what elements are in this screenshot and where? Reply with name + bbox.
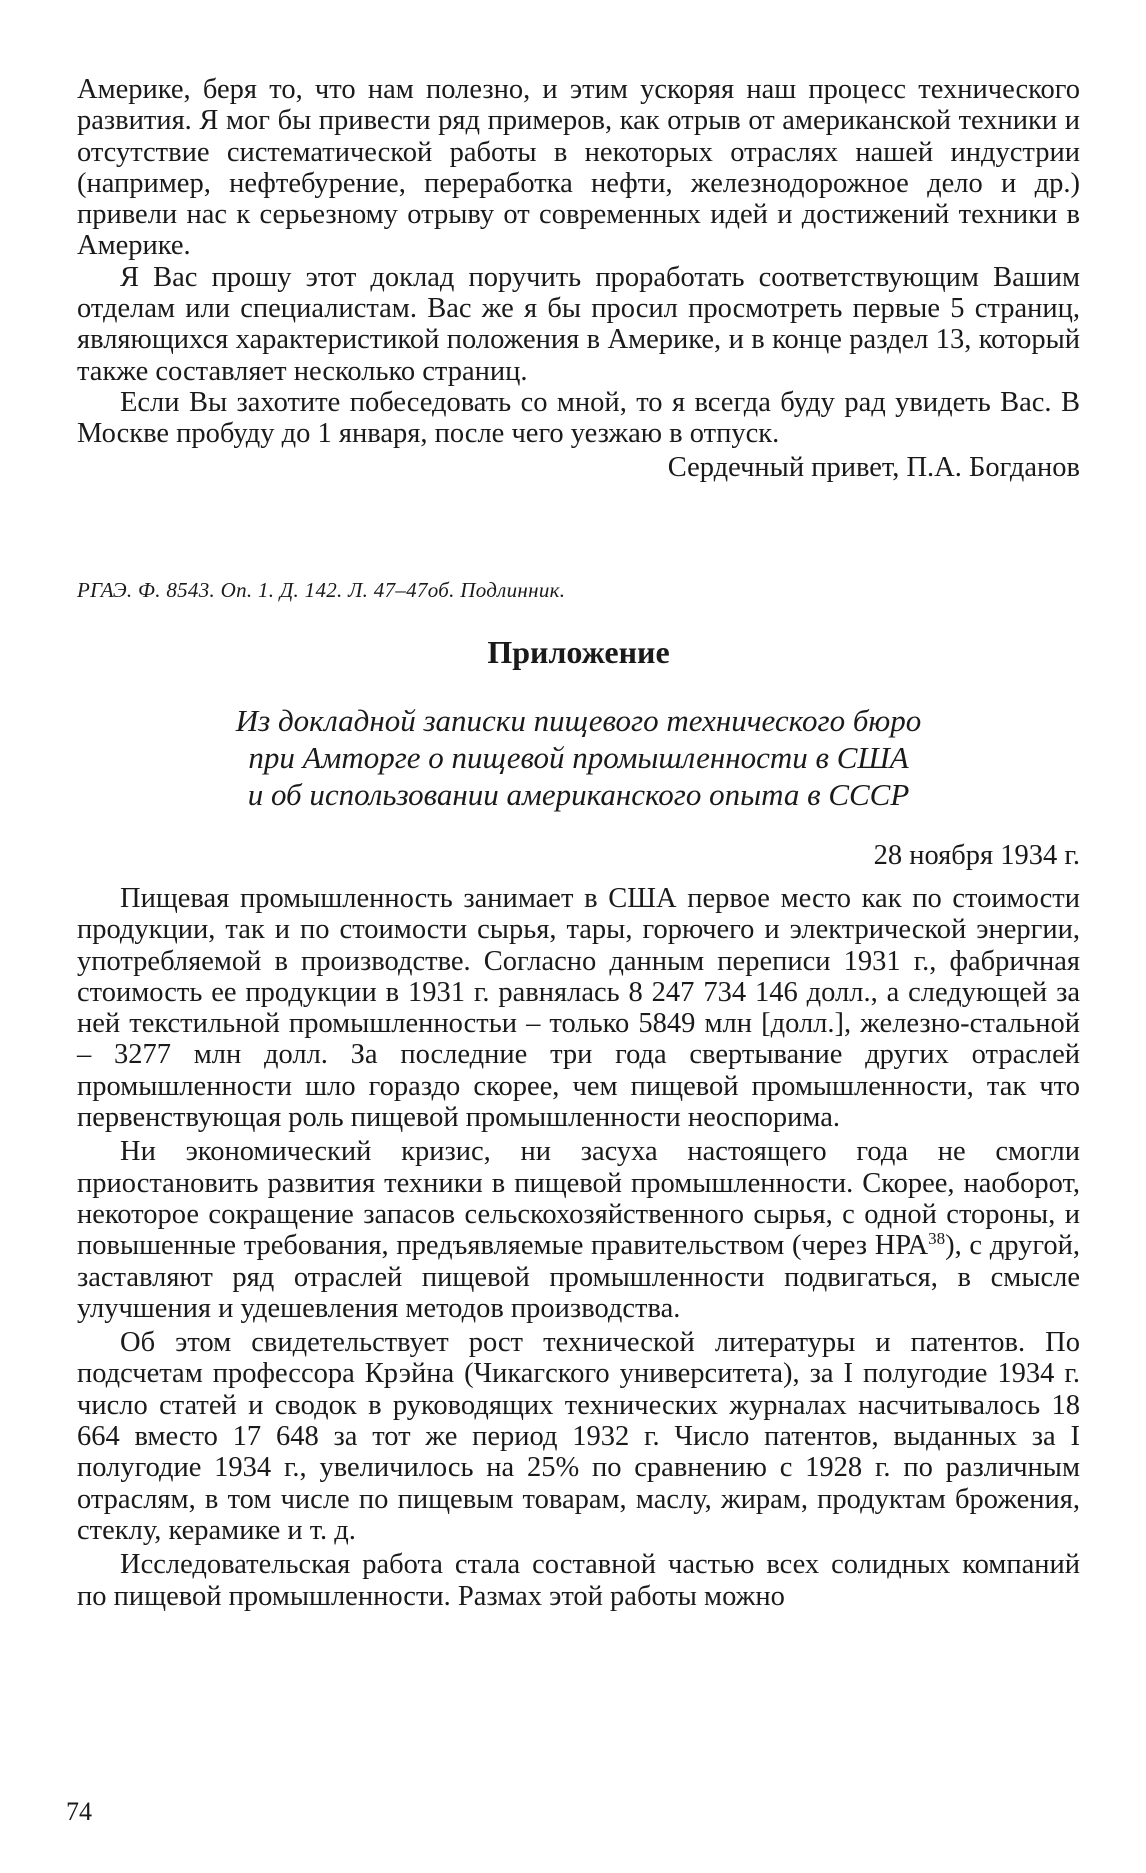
appendix-subtitle xyxy=(77,702,1080,813)
body-paragraph: Об этом свидетельствует рост технической литературы и патентов. По подсчетам профессора Крэйна (Чикагского университета), за I полугодие 1934 г. число статей и сводок в руководящих технических журналах насчитывалось 18 664 вместо 17 648 за тот же период 1932 г. Число патентов, выданных за I полугодие 1934 г., увеличилось на 25% по сравнению с 1928 г. по различным отраслям, в том числе по пищевым товарам, маслу, жирам, продуктам брожения, стеклу, керамике и т. д. xyxy=(77,1327,1080,1546)
appendix-body xyxy=(77,880,1080,1612)
letter-paragraph: Америке, беря то, что нам полезно, и этим ускоряя наш процесс технического развития. Я мог бы привести ряд примеров, как отрыв от американской техники и отсутствие систематической работы в некоторых отраслях нашей индустрии (например, нефтебурение, переработка нефти, железнодорожное дело и др.) привели нас к серьезному отрыву от современных идей и достижений техники в Америке. xyxy=(77,74,1080,262)
page-number: 74 xyxy=(66,1797,92,1826)
body-paragraph: Пищевая промышленность занимает в США первое место как по стоимости продукции, так и по стоимости сырья, тары, горючего и электрической энергии, употребляемой в производстве. Согласно данным переписи 1931 г., фабричная стоимость ее продукции в 1931 г. равнялась 8 247 734 146 долл., а следующей за ней текстильной промышленностьи – только 5849 млн [долл.], железно-стальной – 3277 млн долл. За последние три года свертывание других отраслей промышленности шло гораздо скорее, чем пищевой промышленности, так что первенствующая роль пищевой промышленности неоспорима. xyxy=(77,883,1080,1134)
subtitle-line: и об использовании американского опыта в СССР xyxy=(247,777,910,812)
subtitle-line: Из докладной записки пищевого технического бюро xyxy=(235,703,922,738)
paragraph-text: ), с другой, заставляют ряд отраслей пищевой промышленности подвигаться, в смысле улучшения и удешевления методов производства. xyxy=(77,1230,1080,1324)
letter-paragraph: Если Вы захотите побеседовать со мной, то я всегда буду рад увидеть Вас. В Москве пробуду до 1 января, после чего уезжаю в отпуск. xyxy=(77,386,1080,450)
document-date: 28 ноября 1934 г. xyxy=(873,840,1080,871)
subtitle-line: при Амторге о пищевой промышленности в США xyxy=(248,740,909,775)
body-paragraph: Исследовательская работа стала составной частью всех солидных компаний по пищевой промышленности. Размах этой работы можно xyxy=(77,1549,1080,1612)
archive-reference: РГАЭ. Ф. 8543. Оп. 1. Д. 142. Л. 47–47об. Подлинник. xyxy=(77,578,566,602)
footnote-marker: 38 xyxy=(928,1229,946,1249)
letter-signature: Сердечный привет, П.А. Богданов xyxy=(667,451,1080,483)
paragraph-text: Ни экономический кризис, ни засуха настоящего года не смогли приостановить развития техники в пищевой промышленности. Скорее, наоборот, некоторое сокращение запасов сельскохозяйственного сырья, с одной стороны, и повышенные требования, предъявляемые правительством (через НРА xyxy=(77,1136,1080,1262)
appendix-heading: Приложение xyxy=(487,634,670,670)
body-paragraph xyxy=(77,1136,1080,1324)
letter-paragraph: Я Вас прошу этот доклад поручить проработать соответствующим Вашим отделам или специалистам. Вас же я бы просил просмотреть первые 5 страниц, являющихся характеристикой положения в Америке, и в конце раздел 13, который также составляет несколько страниц. xyxy=(77,261,1080,387)
letter-continuation xyxy=(77,74,1080,483)
